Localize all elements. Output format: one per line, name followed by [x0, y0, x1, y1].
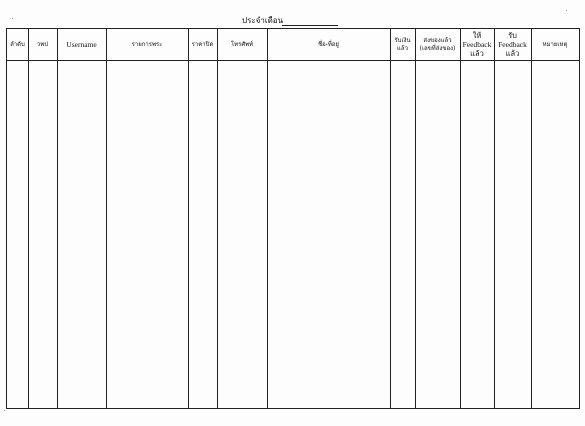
scan-speck: [12, 18, 13, 19]
column-header-item: รายการพระ: [131, 40, 163, 48]
column-header-shipped: ส่งของแล้ว (เลขที่ส่งของ): [419, 36, 456, 52]
column-divider: [28, 29, 29, 408]
column-divider: [415, 29, 416, 408]
column-header-remarks: หมายเหตุ: [542, 40, 568, 48]
column-header-username: Username: [66, 40, 97, 49]
column-divider: [106, 29, 107, 408]
column-header-payment-received: รับเงิน แล้ว: [394, 36, 411, 52]
column-divider: [188, 29, 189, 408]
column-header-feedback-received: รับ Feedback แล้ว: [498, 31, 527, 58]
column-divider: [217, 29, 218, 408]
form-title: ประจำเดือน: [242, 16, 284, 25]
form-title-row: [0, 15, 585, 29]
column-divider: [460, 29, 461, 408]
column-header-name-address: ชื่อ-ที่อยู่: [318, 40, 339, 48]
column-divider: [267, 29, 268, 408]
title-fill-line: [282, 25, 338, 26]
column-divider: [390, 29, 391, 408]
column-divider: [57, 29, 58, 408]
record-table: [6, 28, 580, 409]
column-header-order: ลำดับ: [10, 40, 25, 48]
column-header-feedback-given: ให้ Feedback แล้ว: [462, 31, 492, 58]
scan-speck: [4, 410, 5, 411]
column-divider: [531, 29, 532, 408]
column-header-closing-price: ราคาปิด: [191, 40, 214, 48]
column-header-date: วพป: [36, 40, 49, 48]
column-header-phone: โทรศัพท์: [230, 40, 254, 48]
scan-speck: [566, 10, 567, 11]
column-divider: [494, 29, 495, 408]
